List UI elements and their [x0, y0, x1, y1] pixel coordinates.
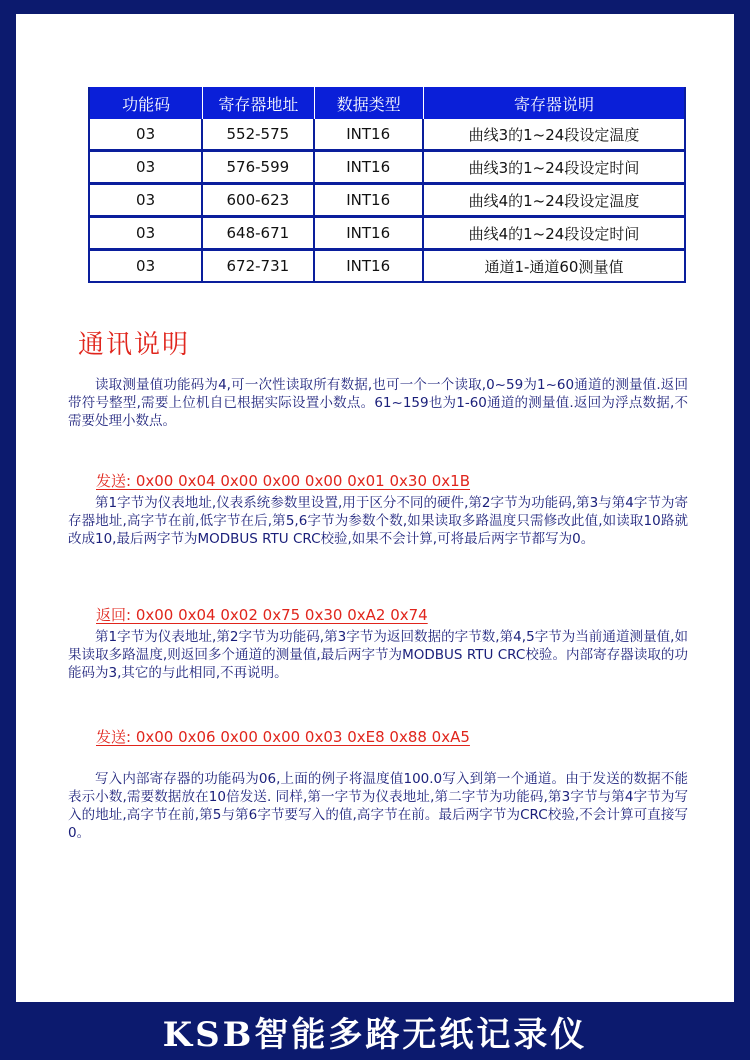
section-title: 通讯说明 — [78, 330, 191, 360]
cell-register-address: 576-599 — [203, 152, 314, 185]
table-row — [90, 119, 684, 152]
product-banner: KSB智能多路无纸记录仪 — [162, 1015, 588, 1055]
send-description-1: 第1字节为仪表地址,仪表系统参数里设置,用于区分不同的硬件,第2字节为功能码,第3与第4字节为寄存器地址,高字节在前,低字节在后,第5,6字节为参数个数,如果读取多路温度只需修改此值,如读取10路就改成10,最后两字节为MODBUS RTU CRC校验,如果不会计算,可将最后两字节都写为0。 — [68, 495, 688, 547]
cell-description: 通道1-通道60测量值 — [484, 257, 624, 276]
cell-register-address: 648-671 — [203, 218, 314, 251]
cell-register-address: 552-575 — [203, 119, 314, 152]
send-command-2: 发送: 0x00 0x06 0x00 0x00 0x03 0xE8 0x88 0xA5 — [96, 728, 470, 746]
table-row — [90, 185, 684, 218]
send-command-1: 发送: 0x00 0x04 0x00 0x00 0x00 0x01 0x30 0x1B — [96, 472, 471, 490]
cell-function-code: 03 — [90, 119, 203, 152]
header-register-address: 寄存器地址 — [203, 87, 314, 119]
cell-description: 曲线4的1~24段设定温度 — [424, 185, 684, 218]
table-header-row — [90, 87, 684, 119]
table-row — [90, 251, 684, 281]
cell-function-code: 03 — [90, 251, 203, 281]
table-row — [90, 152, 684, 185]
cell-register-address: 600-623 — [203, 185, 314, 218]
intro-paragraph: 读取测量值功能码为4,可一次性读取所有数据,也可一个一个读取,0~59为1~60通道的测量值.返回带符号整型,需要上位机自已根据实际设置小数点。61~159也为1-60通道的测量值.返回为浮点数据,不需要处理小数点。 — [68, 377, 688, 429]
header-register-description: 寄存器说明 — [424, 87, 684, 119]
cell-function-code: 03 — [90, 152, 203, 185]
cell-description: 曲线3的1~24段设定时间 — [424, 152, 684, 185]
cell-function-code: 03 — [90, 218, 203, 251]
header-function-code: 功能码 — [90, 87, 203, 119]
header-data-type: 数据类型 — [315, 87, 424, 119]
cell-description: 曲线3的1~24段设定温度 — [424, 119, 684, 152]
cell-data-type: INT16 — [315, 185, 424, 218]
reply-command-1: 返回: 0x00 0x04 0x02 0x75 0x30 0xA2 0x74 — [96, 606, 428, 624]
document-page — [16, 14, 734, 1002]
cell-register-address: 672-731 — [203, 251, 314, 281]
cell-data-type: INT16 — [315, 152, 424, 185]
cell-function-code: 03 — [90, 185, 203, 218]
cell-data-type: INT16 — [315, 251, 424, 281]
cell-data-type: INT16 — [315, 119, 424, 152]
send-description-2: 写入内部寄存器的功能码为06,上面的例子将温度值100.0写入到第一个通道。由于发送的数据不能表示小数,需要数据放在10倍发送. 同样,第一字节为仪表地址,第二字节为功能码,第3字节与第4字节为写入的地址,高字节在前,第5与第6字节要写入的值,高字节在前。最后两字节为CRC校验,不会计算可直接写0。 — [68, 771, 688, 841]
cell-description: 曲线4的1~24段设定时间 — [424, 218, 684, 251]
reply-description-1: 第1字节为仪表地址,第2字节为功能码,第3字节为返回数据的字节数,第4,5字节为当前通道测量值,如果读取多路温度,则返回多个通道的测量值,最后两字节为MODBUS RTU CRC校验。内部寄存器读取的功能码为3,其它的与此相同,不再说明。 — [68, 629, 688, 681]
register-table — [88, 87, 686, 283]
cell-data-type: INT16 — [315, 218, 424, 251]
table-row — [90, 218, 684, 251]
